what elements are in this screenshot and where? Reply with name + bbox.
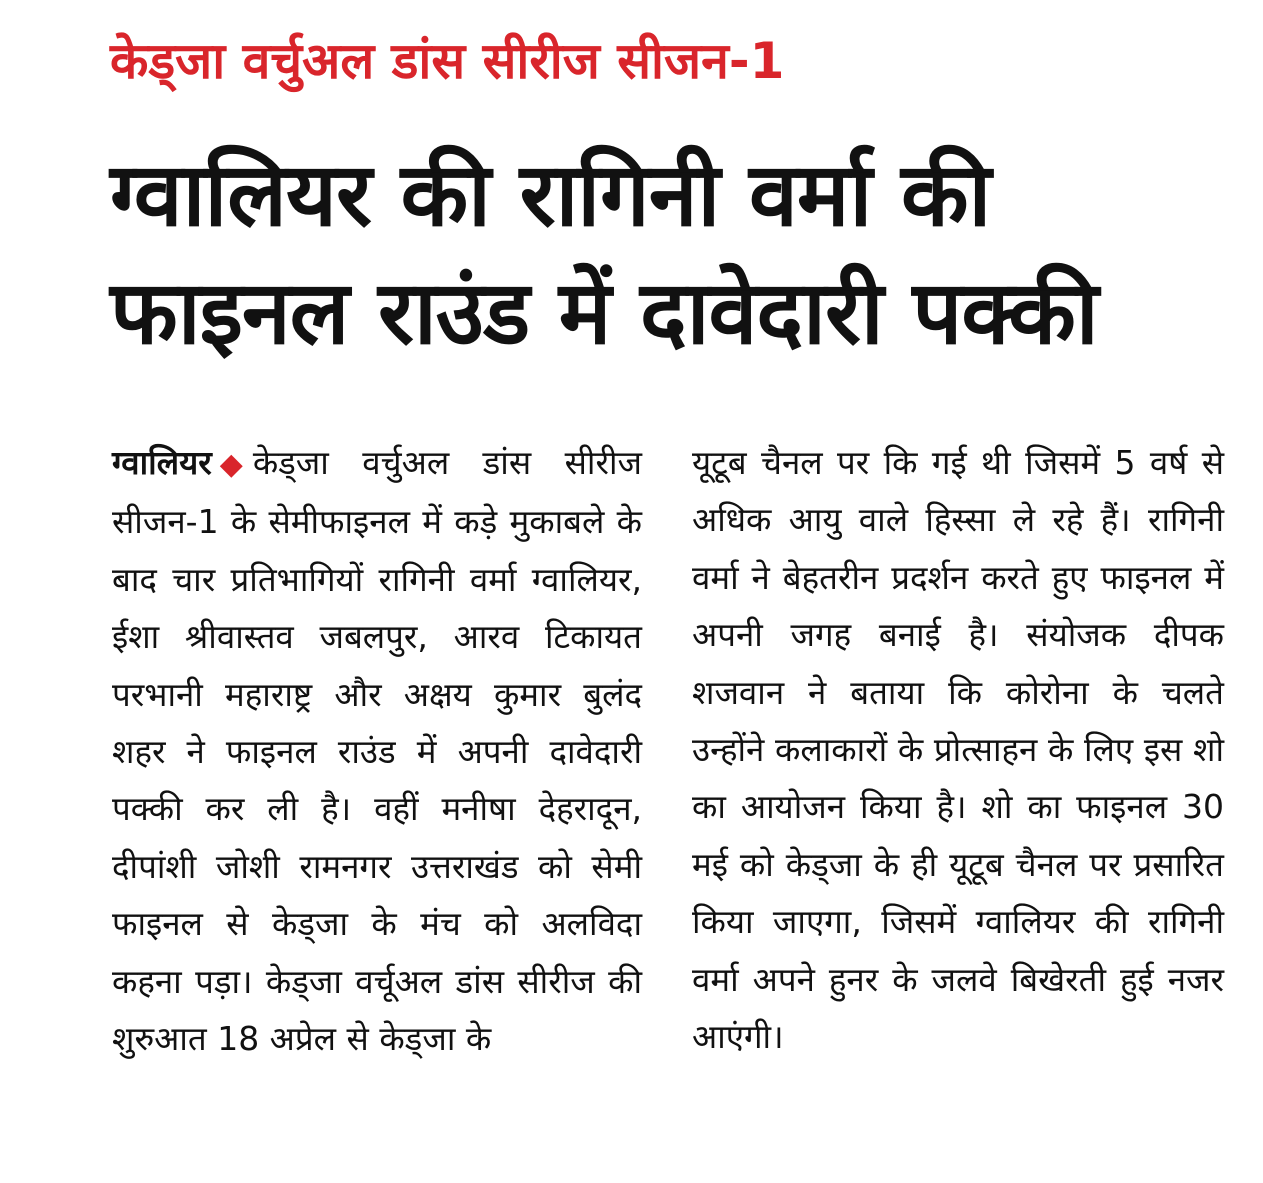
dateline: ग्वालियर (112, 443, 212, 482)
article-column-2 (692, 434, 1224, 1065)
red-diamond-icon: ◆ (219, 447, 243, 482)
headline-line-2: फाइनल राउंड में दावेदारी पक्की (110, 261, 1098, 364)
article-column-2-text: यूटूब चैनल पर कि गई थी जिसमें 5 वर्ष से अधिक आयु वाले हिस्सा ले रहे हैं। रागिनी वर्मा ने बेहतरीन प्रदर्शन करते हुए फाइनल में अपनी जगह बनाई है। संयोजक दीपक शजवान ने बताया कि कोरोना के चलते उन्होंने कलाकारों के प्रोत्साहन के लिए इस शो का आयोजन किया है। शो का फाइनल 30 मई को केड्जा के ही यूटूब चैनल पर प्रसारित किया जाएगा, जिसमें ग्वालियर की रागिनी वर्मा अपने हुनर के जलवे बिखेरती हुई नजर आएंगी। (692, 443, 1224, 1057)
headline-line-1: ग्वालियर की रागिनी वर्मा की (110, 143, 991, 246)
article-column-1-text: केड्जा वर्चुअल डांस सीरीज सीजन-1 के सेमीफाइनल में कड़े मुकाबले के बाद चार प्रतिभागियों रागिनी वर्मा ग्वालियर, ईशा श्रीवास्तव जबलपुर, आरव टिकायत परभानी महाराष्ट्र और अक्षय कुमार बुलंद शहर ने फाइनल राउंड में अपनी दावेदारी पक्की कर ली है। वहीं मनीषा देहरादून, दीपांशी जोशी रामनगर उत्तराखंड को सेमी फाइनल से केड्जा के मंच को अलविदा कहना पड़ा। केड्जा वर्चूअल डांस सीरीज की शुरुआत 18 अप्रेल से केड्जा के (112, 443, 642, 1059)
headline (110, 136, 1230, 372)
article-column-1 (112, 434, 642, 1067)
section-kicker: केड्जा वर्चुअल डांस सीरीज सीजन-1 (110, 32, 785, 90)
